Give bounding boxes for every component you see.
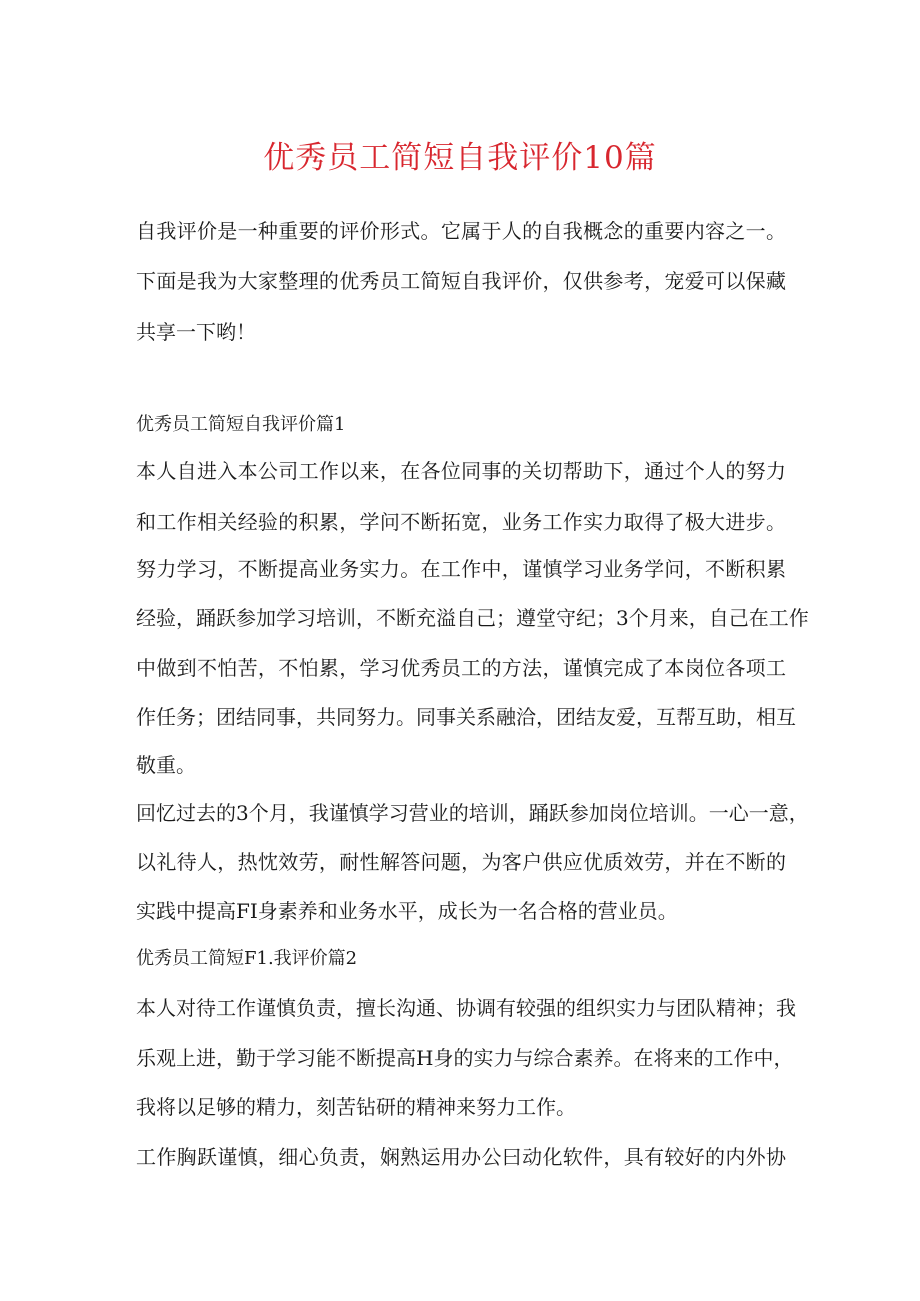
section-1-para-2-line-2: 经验，踊跃参加学习培训，不断充溢自己；遵堂守纪；3个月来，自己在工作 xyxy=(136,606,809,630)
section-2-heading: 优秀员工简短F1.我评价篇2 xyxy=(136,948,358,969)
section-2-para-1-line-3: 我将以足够的精力，刻苦钻研的精神来努力工作。 xyxy=(136,1095,576,1119)
section-1-para-2-line-3: 中做到不怕苦，不怕累，学习优秀员工的方法，谨慎完成了本岗位各项工 xyxy=(136,656,786,680)
section-1-heading: 优秀员工简短自我评价篇1 xyxy=(136,414,346,435)
section-1-para-1-line-1: 本人自进入本公司工作以来，在各位同事的关切帮助下，通过个人的努力 xyxy=(136,459,786,483)
section-1-para-1-line-2: 和工作相关经验的积累，学问不断拓宽，业务工作实力取得了极大进步。 xyxy=(136,510,786,534)
intro-line-1: 自我评价是一种重要的评价形式。它属于人的自我概念的重要内容之一。 xyxy=(136,219,786,243)
section-1-para-2-line-5: 敬重。 xyxy=(136,753,196,777)
section-1-para-3-line-1: 回忆过去的3个月，我谨慎学习营业的培训，踊跃参加岗位培训。一心一意， xyxy=(136,801,809,825)
section-1-para-2-line-1: 努力学习，不断提高业务实力。在工作中，谨慎学习业务学问，不断积累 xyxy=(136,557,786,581)
section-2-para-1-line-1: 本人对待工作谨慎负责，擅长沟通、协调有较强的组织实力与团队精神；我 xyxy=(136,996,796,1020)
intro-line-2: 下面是我为大家整理的优秀员工简短自我评价，仅供参考，宠爱可以保藏 xyxy=(136,269,786,293)
section-2-para-2-line-1: 工作胸跃谨慎，细心负责，娴熟运用办公曰动化软件，具有较好的内外协 xyxy=(136,1145,786,1169)
section-1-para-3-line-2: 以礼待人，热忱效劳，耐性解答问题，为客户供应优质效劳，并在不断的 xyxy=(136,850,786,874)
section-1-para-3-line-3: 实践中提高FI身素养和业务水平，成长为一名合格的营业员。 xyxy=(136,899,678,923)
section-2-para-1-line-2: 乐观上进，勤于学习能不断提高H身的实力与综合素养。在将来的工作中， xyxy=(136,1046,794,1070)
document-title: 优秀员工简短自我评价10篇 xyxy=(263,140,657,176)
section-1-para-2-line-4: 作任务；团结同事，共同努力。同事关系融洽，团结友爱，互帮互助，相互 xyxy=(136,705,796,729)
intro-line-3: 共享一下哟！ xyxy=(136,320,256,344)
